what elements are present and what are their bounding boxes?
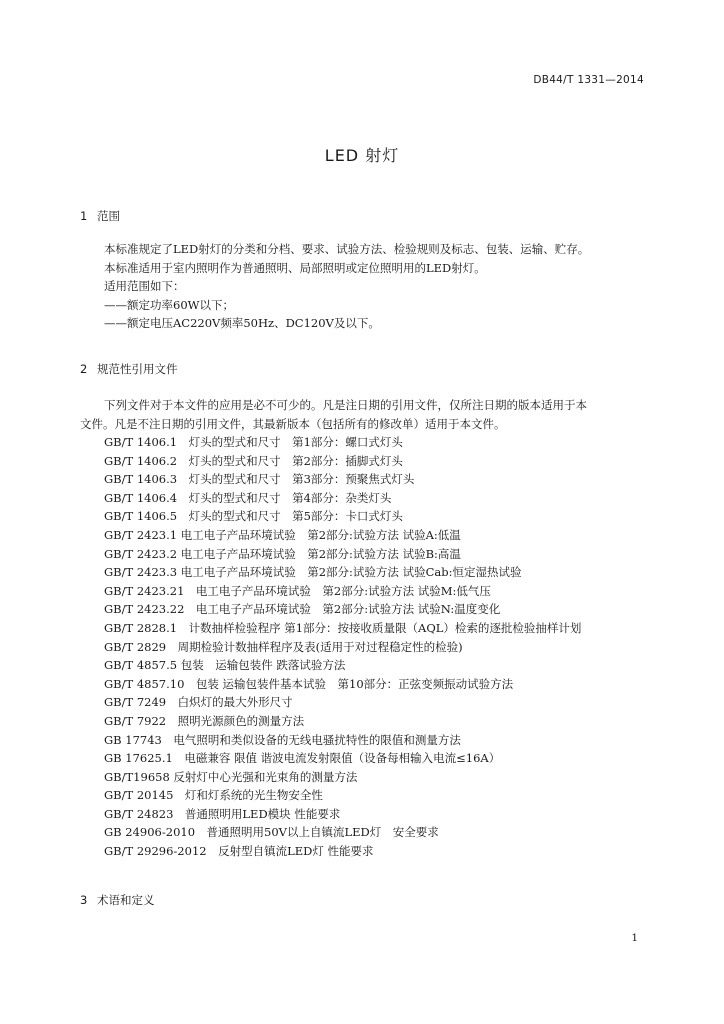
- reference-item: GB/T 2828.1 计数抽样检验程序 第1部分：按接收质量限（AQL）检索的逐批检验抽样计划: [104, 620, 582, 635]
- reference-item: GB/T 4857.10 包装 运输包装件基本试验 第10部分：正弦变频振动试验方法: [104, 676, 514, 691]
- reference-list: [104, 433, 581, 861]
- section-number: 1: [80, 209, 88, 223]
- reference-item: GB/T 7249 白炽灯的最大外形尺寸: [104, 695, 293, 710]
- intro-line: 文件。凡是不注日期的引用文件，其最新版本（包括所有的修改单）适用于本文件。: [80, 416, 506, 431]
- reference-item: GB/T 1406.5 灯头的型式和尺寸 第5部分：卡口式灯头: [104, 509, 403, 524]
- scope-line: ——额定电压AC220V频率50Hz、DC120V及以下。: [104, 316, 380, 331]
- reference-item: GB/T 1406.3 灯头的型式和尺寸 第3部分：预聚焦式灯头: [104, 472, 415, 487]
- section-title: 范围: [97, 209, 120, 223]
- intro-line: 下列文件对于本文件的应用是必不可少的。凡是注日期的引用文件，仅所注日期的版本适用于本: [104, 398, 587, 412]
- reference-item: GB/T 1406.1 灯头的型式和尺寸 第1部分：螺口式灯头: [104, 435, 403, 449]
- reference-item: GB/T 1406.2 灯头的型式和尺寸 第2部分：插脚式灯头: [104, 453, 403, 468]
- reference-item: GB/T19658 反射灯中心光强和光束角的测量方法: [104, 769, 358, 784]
- section-3-heading: [80, 892, 155, 908]
- document-title: LED 射灯: [324, 146, 400, 165]
- reference-item: GB/T 1406.4 灯头的型式和尺寸 第4部分：杂类灯头: [104, 490, 392, 505]
- reference-item: GB/T 29296-2012 反射型自镇流LED灯 性能要求: [104, 844, 374, 859]
- reference-item: GB 17743 电气照明和类似设备的无线电骚扰特性的限值和测量方法: [104, 732, 461, 747]
- page-number: 1: [631, 932, 638, 944]
- scope-line: 适用范围如下：: [104, 279, 185, 294]
- reference-item: GB/T 20145 灯和灯系统的光生物安全性: [104, 788, 323, 803]
- reference-item: GB 17625.1 电磁兼容 限值 谐波电流发射限值（设备每相输入电流≤16A）: [104, 751, 501, 766]
- scope-line: 本标准适用于室内照明作为普通照明、局部照明或定位照明用的LED射灯。: [104, 260, 486, 275]
- reference-item: GB/T 24823 普通照明用LED模块 性能要求: [104, 806, 341, 821]
- reference-item: GB/T 2829 周期检验计数抽样程序及表(适用于对过程稳定性的检验): [104, 639, 463, 654]
- scope-line: 本标准规定了LED射灯的分类和分档、要求、试验方法、检验规则及标志、包装、运输、贮存。: [104, 242, 590, 256]
- section-number: 2: [80, 362, 88, 376]
- section-number: 3: [80, 893, 88, 907]
- section-2-heading: [80, 361, 178, 377]
- section-1-heading: [80, 208, 120, 224]
- reference-item: GB/T 2423.21 电工电子产品环境试验 第2部分:试验方法 试验M:低气压: [104, 583, 491, 598]
- reference-item: GB/T 2423.3 电工电子产品环境试验 第2部分:试验方法 试验Cab:恒定湿热试验: [104, 565, 522, 580]
- section-title: 规范性引用文件: [97, 362, 178, 376]
- reference-item: GB/T 4857.5 包装 运输包装件 跌落试验方法: [104, 658, 346, 673]
- section-2-intro: [80, 396, 646, 433]
- reference-item: GB/T 2423.22 电工电子产品环境试验 第2部分:试验方法 试验N:温度变化: [104, 602, 501, 617]
- reference-item: GB/T 2423.1 电工电子产品环境试验 第2部分:试验方法 试验A:低温: [104, 527, 461, 542]
- reference-item: GB 24906-2010 普通照明用50V以上自镇流LED灯 安全要求: [104, 825, 439, 840]
- section-title: 术语和定义: [97, 893, 155, 907]
- section-1-body: [80, 240, 646, 333]
- scope-line: ——额定功率60W以下；: [104, 297, 234, 312]
- standard-code: DB44/T 1331—2014: [533, 74, 644, 86]
- reference-item: GB/T 2423.2 电工电子产品环境试验 第2部分:试验方法 试验B:高温: [104, 546, 461, 561]
- reference-item: GB/T 7922 照明光源颜色的测量方法: [104, 713, 305, 728]
